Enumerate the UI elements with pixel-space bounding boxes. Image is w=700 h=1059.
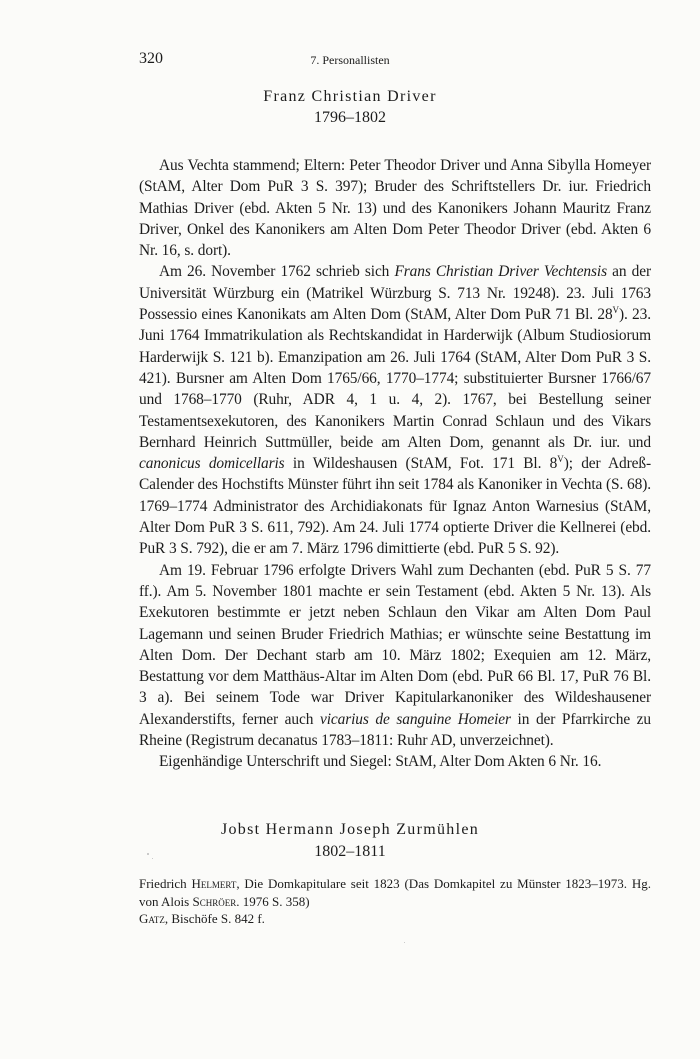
paragraph-origin: Aus Vechta stammend; Eltern: Peter Theodor Driver und Anna Sibylla Homeyer (StAM, Alter Dom PuR 3 S. 397); Bruder des Schriftstellers Dr. iur. Friedrich Mathias Driver (ebd. Akten 5 Nr. 13) und des Kanonikers Johann Mauritz Franz Driver, Onkel des Kanonikers am Alten Dom Peter Theodor Driver (ebd. Akten 6 Nr. 16, s. dort).	[139, 157, 651, 260]
scan-speck	[404, 942, 405, 943]
entry-heading-zurmuehlen: Jobst Hermann Joseph Zurmühlen	[220, 821, 480, 838]
entry-body-driver	[139, 155, 651, 773]
paragraph-signature: Eigenhändige Unterschrift und Siegel: StAM, Alter Dom Akten 6 Nr. 16.	[159, 753, 602, 771]
literature-list	[139, 875, 651, 928]
paragraph-career: Am 26. November 1762 schrieb sich Frans Christian Driver Vechtensis an der Universität Würzburg ein (Matrikel Würzburg S. 713 Nr. 19248). 23. Juli 1763 Possessio eines Kanonikats am Alten Dom (StAM, Alter Dom PuR 71 Bl. $28^V$). 23. Juni 1764 Immatrikulation als Rechtskandidat in Harderwijk (Album Studiosiorum Harderwijk S. 121 b). Emanzipation am 26. Juli 1764 (StAM, Alter Dom PuR 3 S. 421). Bursner am Alten Dom 1765/66, 1770–1774; substituierter Bursner 1766/67 und 1768–1770 (Ruhr, ADR 4, 1 u. 4, 2). 1767, bei Bestellung seiner Testamentsexekutoren, des Kanonikers Martin Conrad Schlaun und des Vikars Bernhard Heinrich Suttmüller, beide am Alten Dom, genannt als Dr. iur. und canonicus domicellaris in Wildeshausen (StAM, Fot. 171 Bl. $8^V$); der Adreß-Calender des Hochstifts Münster führt ihn seit 1784 als Kanoniker in Vechta (S. 68). 1769–1774 Administrator des Archidiakonats für Ignaz Anton Warnesius (StAM, Alter Dom PuR 3 S. 611, 792). Am 24. Juli 1774 optierte Driver die Kellnerei (ebd. PuR 3 S. 792), die er am 7. März 1796 dimittierte (ebd. PuR 5 S. 92).	[139, 263, 652, 558]
literature-item: Gatz, Bischöfe S. 842 f.	[139, 911, 265, 926]
running-head: 7. Personallisten	[310, 53, 390, 67]
scan-speck	[152, 858, 153, 859]
literature-item: Friedrich Helmert, Die Domkapitulare seit 1823 (Das Domkapitel zu Münster 1823–1973. Hg. von Alois Schröer. 1976 S. 358)	[139, 876, 651, 909]
entry-heading-driver: Franz Christian Driver	[263, 88, 437, 105]
paragraph-dean: Am 19. Februar 1796 erfolgte Drivers Wahl zum Dechanten (ebd. PuR 5 S. 77 ff.). Am 5. November 1801 machte er sein Testament (ebd. Akten 5 Nr. 13). Als Exekutoren bestimmte er jetzt neben Schlaun den Vikar am Alten Dom Paul Lagemann und seinen Bruder Friedrich Mathias; er wünschte seine Bestattung im Alten Dom. Der Dechant starb am 10. März 1802; Exequien am 12. März, Bestattung vor dem Matthäus-Altar im Alten Dom (ebd. PuR 66 Bl. 17, PuR 76 Bl. 3 a). Bei seinem Tode war Driver Kapitularkanoniker des Wildeshausener Alexanderstifts, ferner auch vicarius de sanguine Homeier in der Pfarrkirche zu Rheine (Registrum decanatus 1783–1811: Ruhr AD, unverzeichnet).	[139, 561, 652, 750]
scan-speck	[147, 853, 149, 855]
entry-dates-zurmuehlen: 1802–1811	[314, 843, 386, 860]
page-number: 320	[139, 50, 163, 67]
entry-dates-driver: 1796–1802	[314, 109, 386, 126]
